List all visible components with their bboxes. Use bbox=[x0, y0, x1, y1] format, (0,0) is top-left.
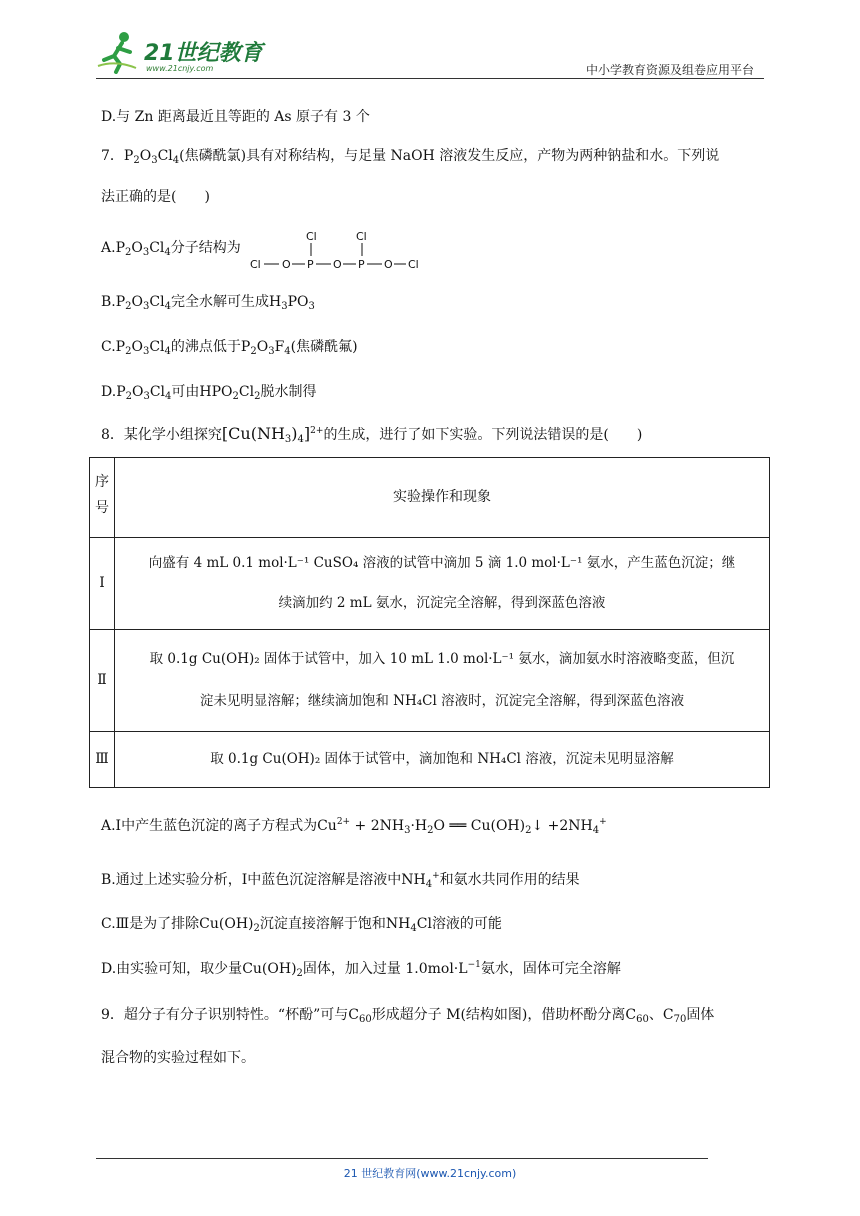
option-d-prev: D.与 Zn 距离最近且等距的 As 原子有 3 个 bbox=[101, 109, 370, 125]
q7-stem: (焦磷酰氯)具有对称结构，与足量 NaOH 溶液发生反应，产物为两种钠盐和水。下列说 bbox=[179, 148, 720, 164]
table-header-row bbox=[90, 458, 770, 538]
q7-line-1 bbox=[101, 145, 719, 166]
q9-line-2: 混合物的实验过程如下。 bbox=[101, 1050, 255, 1066]
formula-complex: $[Cu(NH_3)_4]^{2+}$ bbox=[221, 424, 324, 445]
table-row bbox=[90, 538, 770, 630]
q8-option-b: B.通过上述实验分析，Ⅰ中蓝色沉淀溶解是溶液中$NH_4^+$和氨水共同作用的结果 bbox=[101, 871, 580, 890]
page-header bbox=[0, 0, 860, 80]
q9-line-1: 9．超分子有分子识别特性。“杯酚”可与$C_{60}$形成超分子 M(结构如图)，借助杯酚分离$C_{60}$、$C_{70}$固体 bbox=[101, 1007, 715, 1025]
formula-p2o3cl4: $P_2O_3Cl_4$ bbox=[123, 148, 180, 166]
platform-name: 中小学教育资源及组卷应用平台 bbox=[585, 63, 754, 77]
row-idx: Ⅲ bbox=[90, 732, 115, 788]
q7-option-d: $D.P_2O_3Cl_4$可由$HPO_2Cl_2$脱水制得 bbox=[101, 384, 317, 402]
header-idx: 序号 bbox=[90, 458, 115, 538]
row-idx: Ⅱ bbox=[90, 630, 115, 732]
svg-text:P: P bbox=[307, 258, 314, 271]
q7-option-b: $B.P_2O_3Cl_4$完全水解可生成$H_3PO_3$ bbox=[101, 294, 315, 312]
logo-url: www.21cnjy.com bbox=[146, 64, 214, 73]
ionic-equation: $Cu^{2+} + 2NH_3\cdot H_2O$ ══ $Cu(OH)_2↓ +2NH_4^+$ bbox=[317, 817, 607, 836]
header-divider bbox=[96, 78, 764, 79]
runner-logo-icon bbox=[96, 30, 142, 74]
table-row bbox=[90, 732, 770, 788]
q8-stem: 8．某化学小组探究$[Cu(NH_3)_4]^{2+}$的生成，进行了如下实验。下列说法错误的是( ) bbox=[101, 424, 643, 445]
svg-text:O: O bbox=[282, 258, 291, 271]
svg-text:Cl: Cl bbox=[250, 258, 261, 271]
row-content: 取 0.1g Cu(OH)₂ 固体于试管中，加入 10 mL 1.0 mol·L⁻¹ 氨水，滴加氨水时溶液略变蓝，但沉 淀未见明显溶解；继续滴加饱和 NH₄Cl 溶液时，沉淀完全溶解，得到深蓝色溶液 bbox=[115, 630, 770, 732]
footer-divider bbox=[96, 1158, 708, 1159]
q7-option-c: $C.P_2O_3Cl_4$的沸点低于$P_2O_3F_4$(焦磷酰氟) bbox=[101, 339, 358, 357]
svg-text:O: O bbox=[333, 258, 342, 271]
header-content: 实验操作和现象 bbox=[115, 458, 770, 538]
experiment-table bbox=[89, 457, 770, 788]
row-content: 取 0.1g Cu(OH)₂ 固体于试管中，滴加饱和 NH₄Cl 溶液，沉淀未见明显溶解 bbox=[115, 732, 770, 788]
structure-diagram bbox=[246, 228, 426, 274]
q7-line-2: 法正确的是( ) bbox=[101, 189, 210, 205]
svg-text:O: O bbox=[384, 258, 393, 271]
q7-option-a: $A.P_2O_3Cl_4$分子结构为 bbox=[101, 240, 241, 258]
svg-text:Cl: Cl bbox=[356, 230, 367, 243]
row-content: 向盛有 4 mL 0.1 mol·L⁻¹ CuSO₄ 溶液的试管中滴加 5 滴 1.0 mol·L⁻¹ 氨水，产生蓝色沉淀；继 续滴加约 2 mL 氨水，沉淀完全溶解，得到深蓝色溶液 bbox=[115, 538, 770, 630]
q7-number: 7． bbox=[101, 148, 124, 164]
site-logo bbox=[96, 30, 266, 78]
logo-text: 21世纪教育 bbox=[144, 41, 263, 66]
svg-text:Cl: Cl bbox=[408, 258, 419, 271]
q8-option-a: A.Ⅰ中产生蓝色沉淀的离子方程式为$Cu^{2+} + 2NH_3\cdot H_2O$ ══ $Cu(OH)_2↓ +2NH_4^+$ bbox=[101, 817, 607, 836]
svg-text:Cl: Cl bbox=[306, 230, 317, 243]
svg-text:P: P bbox=[358, 258, 365, 271]
table-row bbox=[90, 630, 770, 732]
footer-link[interactable]: 21 世纪教育网(www.21cnjy.com) bbox=[343, 1167, 517, 1180]
q8-option-d: D.由实验可知，取少量$Cu(OH)_2$固体，加入过量 $1.0mol\cdot L^{-1}$氨水，固体可完全溶解 bbox=[101, 960, 621, 979]
row-idx: Ⅰ bbox=[90, 538, 115, 630]
q8-option-c: C.Ⅲ是为了排除$Cu(OH)_2$沉淀直接溶解于饱和$NH_4Cl$溶液的可能 bbox=[101, 916, 502, 934]
